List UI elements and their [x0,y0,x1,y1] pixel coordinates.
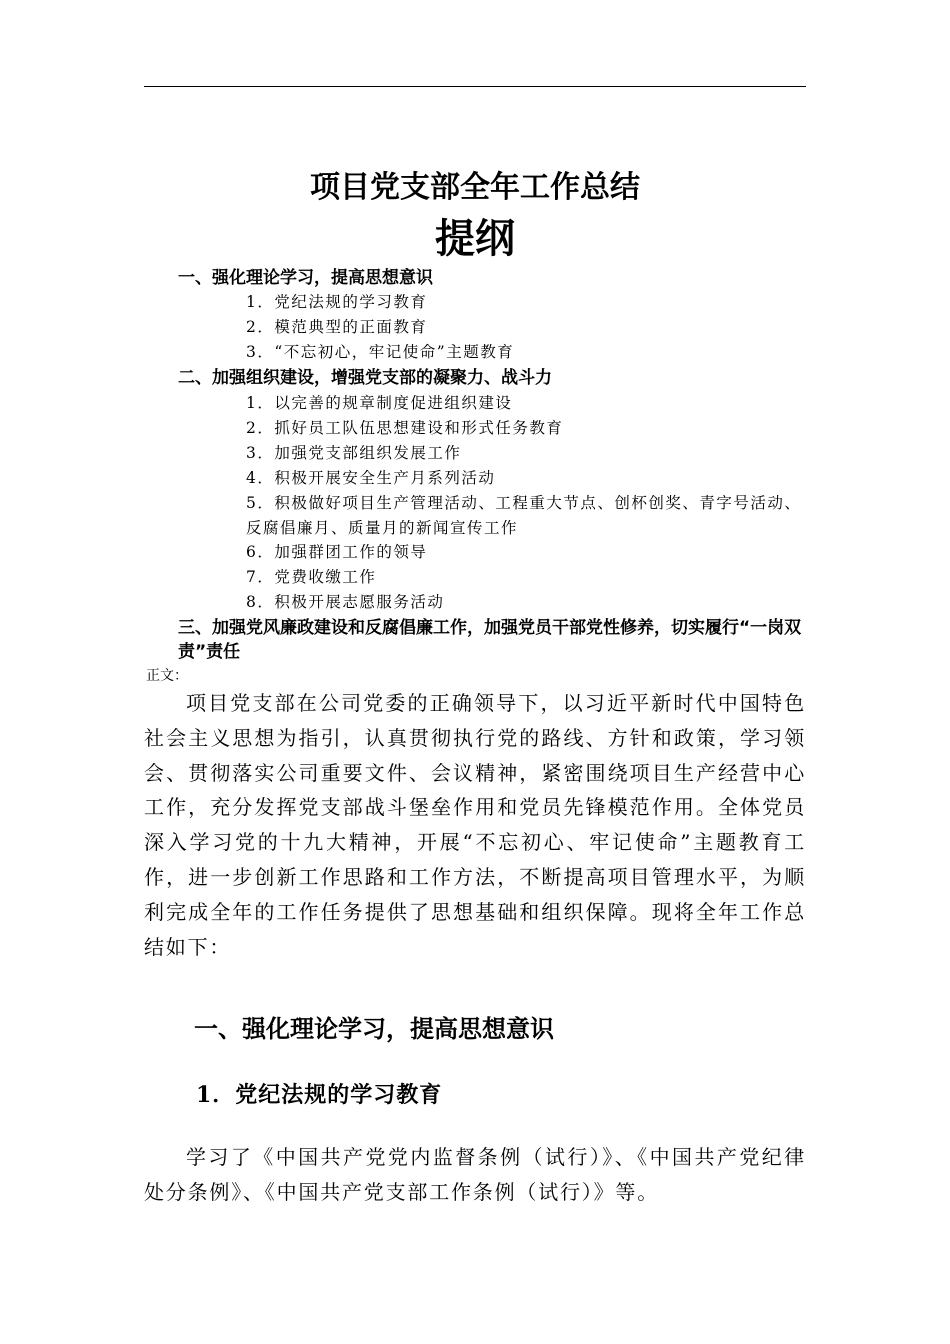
outline-item: 1．党纪法规的学习教育 [246,293,428,311]
outline-item: 3．“不忘初心，牢记使命”主题教育 [246,343,515,361]
body-paragraph: 学习了《中国共产党党内监督条例（试行）》、《中国共产党纪律处分条例》、《中国共产党支部工作条例（试行）》等。 [144,1145,806,1204]
outline-section-3: 三、加强党风廉政建设和反腐倡廉工作，加强党员干部党性修养，切实履行“一岗双责”责任 [178,618,802,662]
outline-item: 1．以完善的规章制度促进组织建设 [246,394,513,412]
document-subtitle: 提纲 [435,216,515,262]
outline-item: 8．积极开展志愿服务活动 [246,593,445,611]
subsection-heading: 1．党纪法规的学习教育 [196,1082,443,1108]
section-heading: 一、强化理论学习，提高思想意识 [194,1015,554,1043]
outline-item: 2．抓好员工队伍思想建设和形式任务教育 [246,419,564,437]
document-title: 项目党支部全年工作总结 [310,170,640,205]
outline-item: 4．积极开展安全生产月系列活动 [246,469,496,487]
intro-paragraph: 项目党支部在公司党委的正确领导下，以习近平新时代中国特色社会主义思想为指引，认真贯彻执行党的路线、方针和政策，学习领会、贯彻落实公司重要文件、会议精神，紧密围绕项目生产经营中心工作，充分发挥党支部战斗堡垒作用和党员先锋模范作用。全体党员深入学习党的十九大精神，开展“不忘初心、牢记使命”主题教育工作，进一步创新工作思路和工作方法，不断提高项目管理水平，为顺利完成全年的工作任务提供了思想基础和组织保障。现将全年工作总结如下： [144,691,806,959]
outline-section-2: 二、加强组织建设，增强党支部的凝聚力、战斗力 [178,368,552,388]
outline-item: 6．加强群团工作的领导 [246,543,428,561]
outline-section-1: 一、强化理论学习，提高思想意识 [178,268,433,288]
outline-item: 2．模范典型的正面教育 [246,318,428,336]
outline-item: 3．加强党支部组织发展工作 [246,444,462,462]
outline-item: 7．党费收缴工作 [246,568,377,586]
body-label: 正文： [146,668,188,684]
header-rule [144,86,806,87]
outline-item: 5．积极做好项目生产管理活动、工程重大节点、创杯创奖、青字号活动、反腐倡廉月、质量月的新闻宣传工作 [246,494,802,537]
